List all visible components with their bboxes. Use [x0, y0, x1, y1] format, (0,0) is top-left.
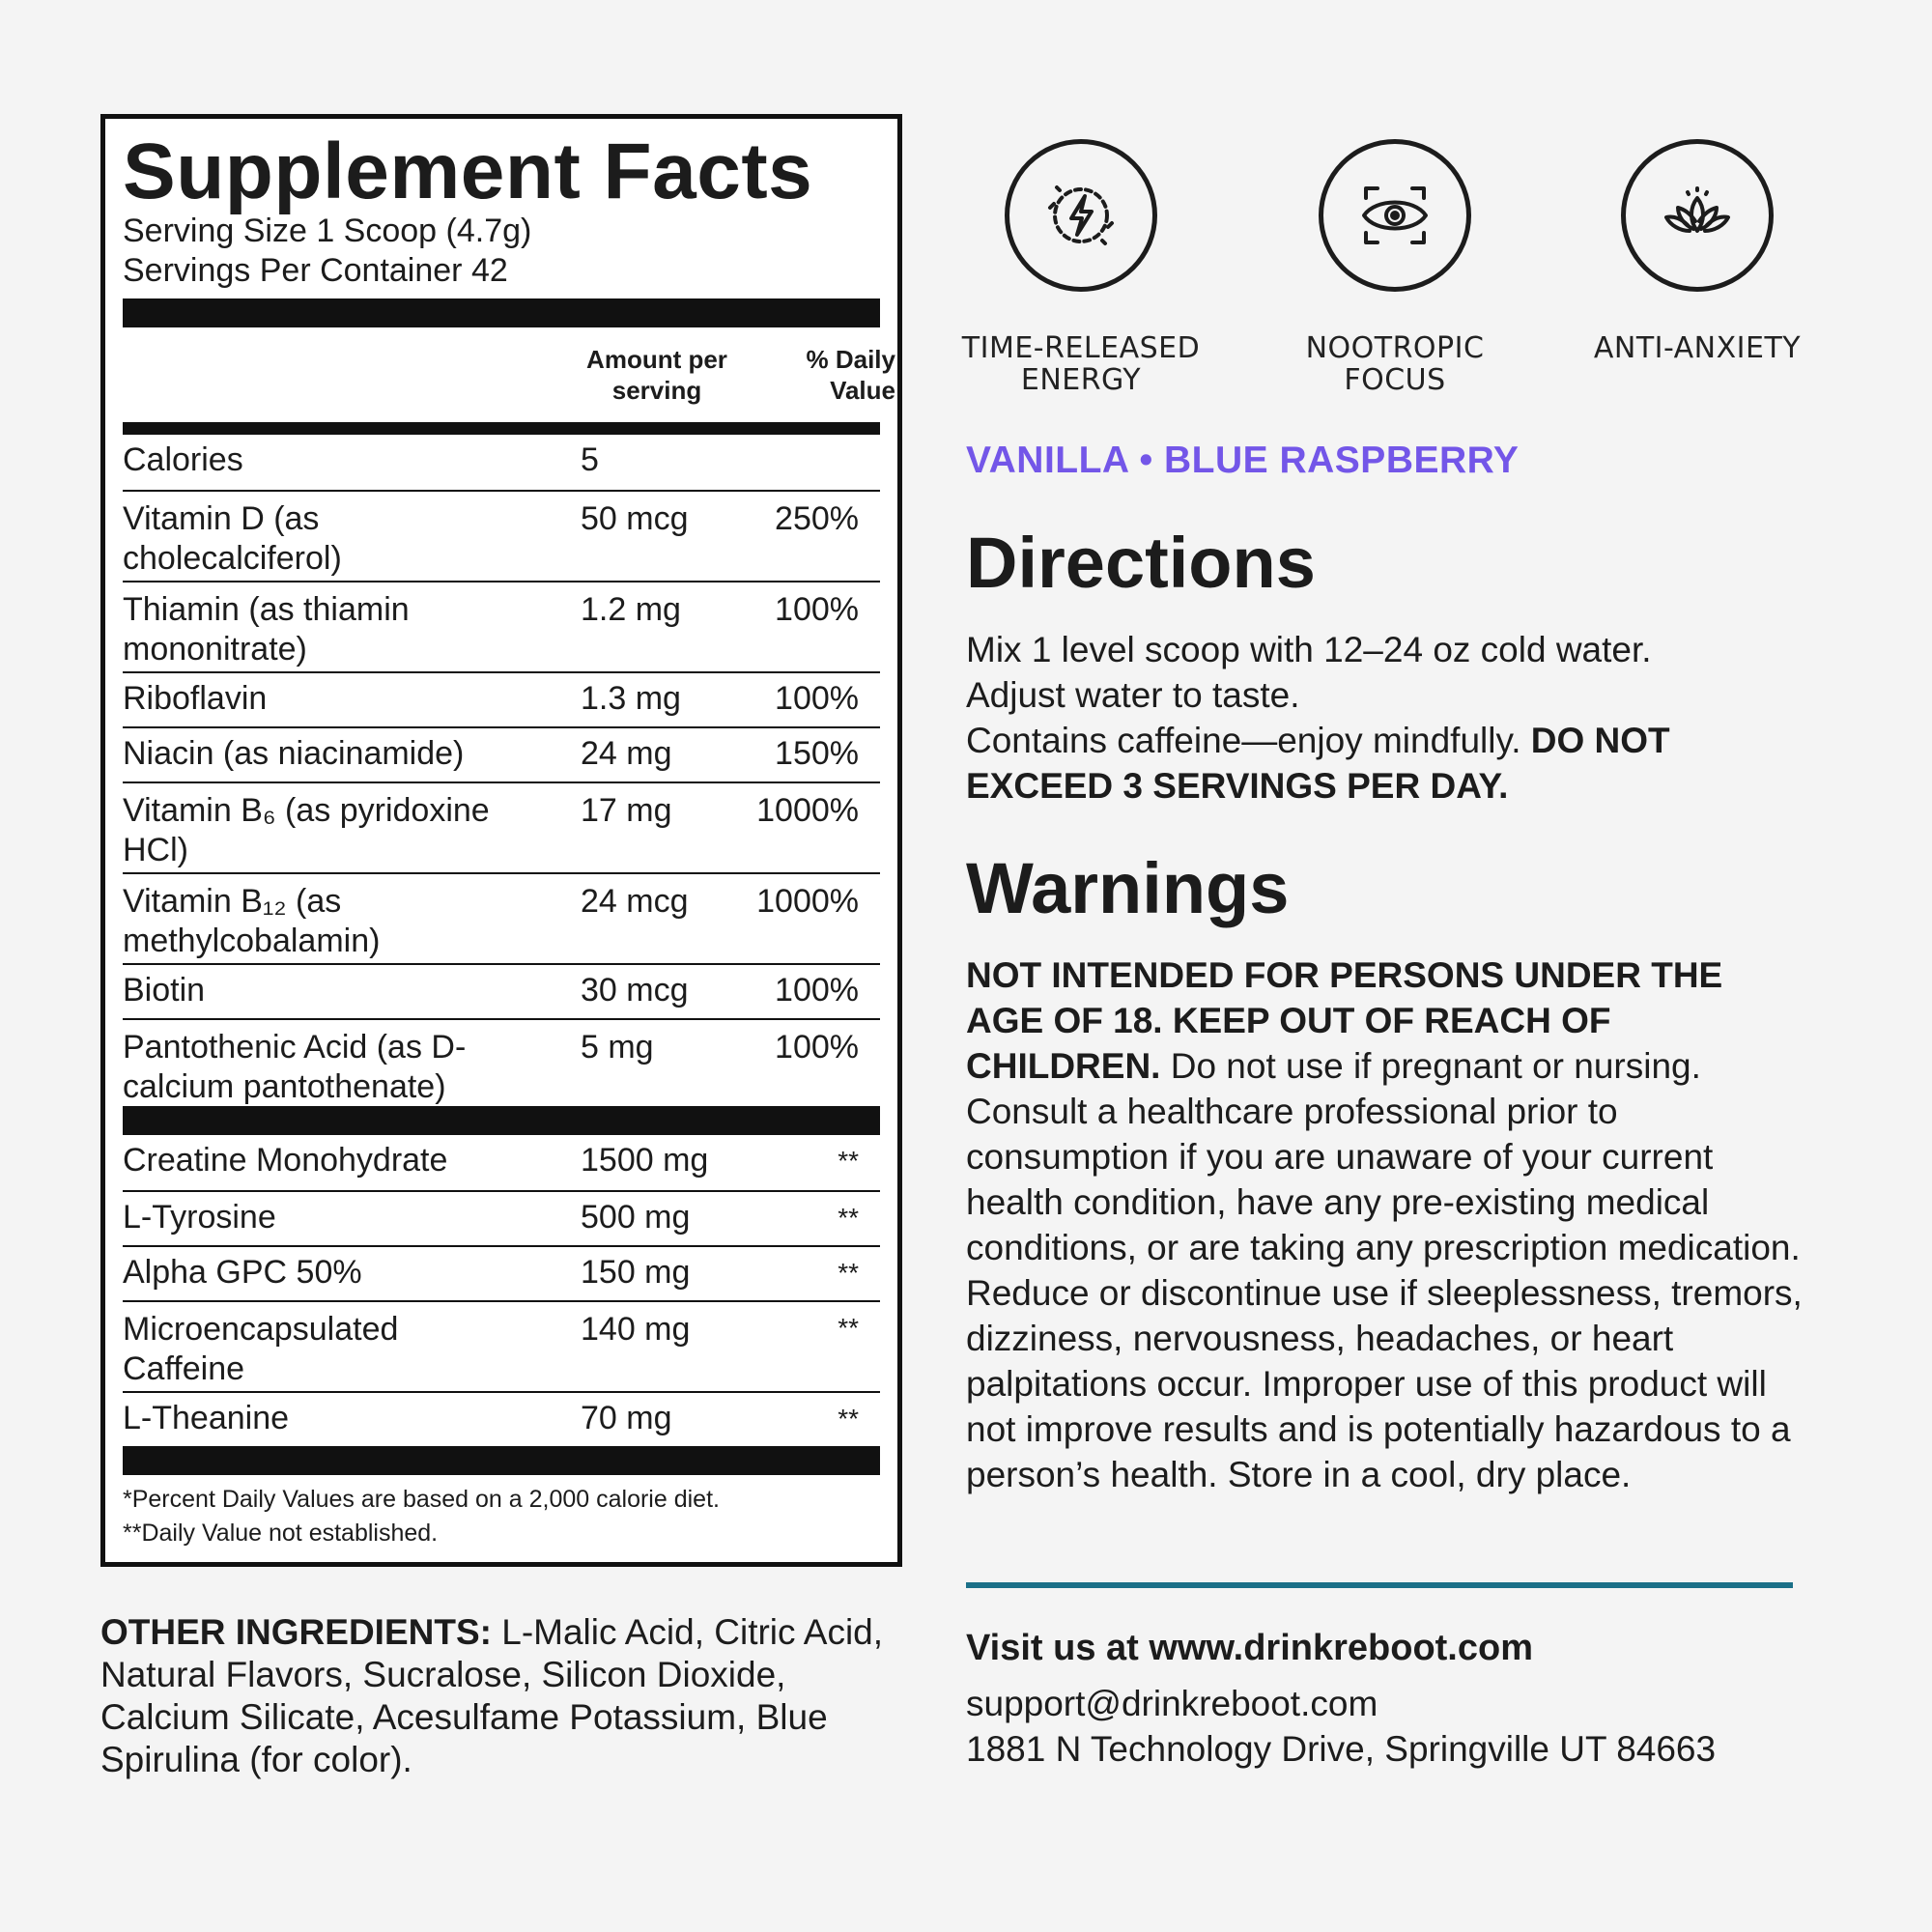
divider-bar [123, 1106, 880, 1135]
nutrient-name: Calories [123, 441, 243, 478]
nutrient-row [123, 435, 880, 490]
nutrient-amount: 50 mcg [581, 500, 689, 537]
nutrient-row [123, 581, 880, 671]
directions-line: Adjust water to taste. [966, 675, 1300, 715]
footnote-daily-values: *Percent Daily Values are based on a 2,000 calorie diet. [123, 1486, 720, 1513]
ingredient-amount: 70 mg [581, 1400, 672, 1436]
nutrient-name: Vitamin D (as cholecalciferol) [123, 500, 342, 577]
eye-icon [1354, 175, 1435, 256]
blend-row [123, 1190, 880, 1245]
nutrient-amount: 30 mcg [581, 972, 689, 1009]
nutrient-name: Thiamin (as thiamin mononitrate) [123, 591, 410, 668]
blend-row [123, 1245, 880, 1300]
nutrient-dv: 1000% [756, 792, 859, 829]
ingredient-amount: 140 mg [581, 1311, 691, 1348]
nutrient-amount: 5 mg [581, 1029, 654, 1065]
ingredient-name: Microencapsulated Caffeine [123, 1311, 399, 1387]
ingredient-name: L-Tyrosine [123, 1199, 276, 1236]
footnote-not-established: **Daily Value not established. [123, 1520, 439, 1547]
warnings-heading: Warnings [966, 848, 1290, 928]
divider-bar [123, 298, 880, 327]
nutrient-dv: 100% [775, 972, 859, 1009]
other-ingredients [100, 1611, 922, 1781]
divider-bar [123, 1446, 880, 1475]
section-divider [966, 1582, 1793, 1588]
lightning-icon [1040, 175, 1122, 256]
directions-line: Mix 1 level scoop with 12–24 oz cold water. [966, 630, 1652, 669]
feature-energy-label: TIME-RELEASED ENERGY [961, 331, 1201, 397]
ingredient-dv: ** [838, 1404, 859, 1434]
nutrient-amount: 5 [581, 441, 599, 478]
nutrient-row [123, 490, 880, 581]
flavor-list: VANILLA • BLUE RASPBERRY [966, 440, 1520, 481]
nutrient-name: Niacin (as niacinamide) [123, 735, 465, 772]
supplement-facts-panel [100, 114, 902, 1567]
directions-text [966, 627, 1816, 809]
other-ingredients-text: L-Malic Acid, Citric Acid, Natural Flavors, Sucralose, Silicon Dioxide, Calcium Silicate, Acesulfame Potassium, Blue Spirulina (for color). [100, 1612, 884, 1779]
support-email: support@drinkreboot.com [966, 1684, 1378, 1723]
amount-header: Amount per serving [586, 345, 727, 405]
ingredient-name: Creatine Monohydrate [123, 1142, 448, 1179]
ingredient-dv: ** [838, 1146, 859, 1176]
nutrient-name: Biotin [123, 972, 206, 1009]
nutrient-row [123, 963, 880, 1018]
lotus-icon [1657, 175, 1738, 256]
nutrient-name: Vitamin B₁₂ (as methylcobalamin) [123, 883, 381, 959]
column-headers [123, 327, 895, 422]
website-line: Visit us at www.drinkreboot.com [966, 1628, 1533, 1668]
ingredient-amount: 500 mg [581, 1199, 691, 1236]
nutrient-dv: 100% [775, 591, 859, 628]
directions-heading: Directions [966, 523, 1316, 603]
nutrient-amount: 24 mcg [581, 883, 689, 920]
ingredient-name: Alpha GPC 50% [123, 1254, 362, 1291]
serving-size: Serving Size 1 Scoop (4.7g) [123, 213, 532, 249]
nutrient-dv: 100% [775, 1029, 859, 1065]
nutrient-row [123, 726, 880, 781]
blend-row [123, 1300, 880, 1391]
ingredient-amount: 1500 mg [581, 1142, 709, 1179]
company-address: 1881 N Technology Drive, Springville UT 84663 [966, 1729, 1717, 1769]
nutrient-name: Pantothenic Acid (as D-calcium pantothenate) [123, 1029, 467, 1105]
nutrient-name: Riboflavin [123, 680, 268, 717]
daily-value-header: % Daily Value [806, 345, 895, 405]
warnings-body: Do not use if pregnant or nursing. Consult a healthcare professional prior to consumption if you are unaware of your current health condition, have any pre-existing medical conditions, or are taking any prescription medication. Reduce or discontinue use if sleeplessness, tremors, dizziness, nervousness, headaches, or heart palpitations occur. Improper use of this product will not improve results and is potentially hazardous to a person’s health. Store in a cool, dry place. [966, 1046, 1803, 1494]
servings-per-container: Servings Per Container 42 [123, 252, 508, 289]
nutrient-dv: 1000% [756, 883, 859, 920]
ingredient-name: L-Theanine [123, 1400, 290, 1436]
nutrient-amount: 24 mg [581, 735, 672, 772]
nutrient-dv: 250% [775, 500, 859, 537]
ingredient-dv: ** [838, 1203, 859, 1233]
feature-calm-label: ANTI-ANXIETY [1593, 331, 1802, 365]
nutrient-row [123, 872, 880, 963]
nutrient-row [123, 671, 880, 726]
footnotes [123, 1475, 880, 1550]
warnings-bold: NOT INTENDED FOR PERSONS UNDER THE AGE OF 18. KEEP OUT OF REACH OF CHILDREN. [966, 955, 1723, 1086]
directions-line [966, 718, 1816, 809]
ingredient-dv: ** [838, 1313, 859, 1343]
nutrient-name: Vitamin B₆ (as pyridoxine HCl) [123, 792, 490, 868]
ingredient-amount: 150 mg [581, 1254, 691, 1291]
directions-caffeine-note: Contains caffeine—enjoy mindfully. [966, 721, 1531, 760]
blend-row [123, 1391, 880, 1446]
feature-focus-label: NOOTROPIC FOCUS [1305, 331, 1485, 397]
directions-limit: DO NOT EXCEED 3 SERVINGS PER DAY. [966, 721, 1670, 806]
ingredient-dv: ** [838, 1258, 859, 1288]
divider-bar [123, 422, 880, 435]
nutrient-dv: 150% [775, 735, 859, 772]
nutrient-row [123, 781, 880, 872]
feature-calm-badge [1621, 139, 1774, 292]
facts-title: Supplement Facts [123, 128, 813, 215]
nutrient-amount: 1.2 mg [581, 591, 681, 628]
warnings-text [966, 952, 1806, 1497]
other-ingredients-label: OTHER INGREDIENTS: [100, 1612, 492, 1652]
feature-energy-badge [1005, 139, 1157, 292]
nutrient-row [123, 1018, 880, 1106]
nutrient-amount: 17 mg [581, 792, 672, 829]
blend-row [123, 1135, 880, 1190]
nutrient-amount: 1.3 mg [581, 680, 681, 717]
nutrient-dv: 100% [775, 680, 859, 717]
feature-focus-badge [1319, 139, 1471, 292]
